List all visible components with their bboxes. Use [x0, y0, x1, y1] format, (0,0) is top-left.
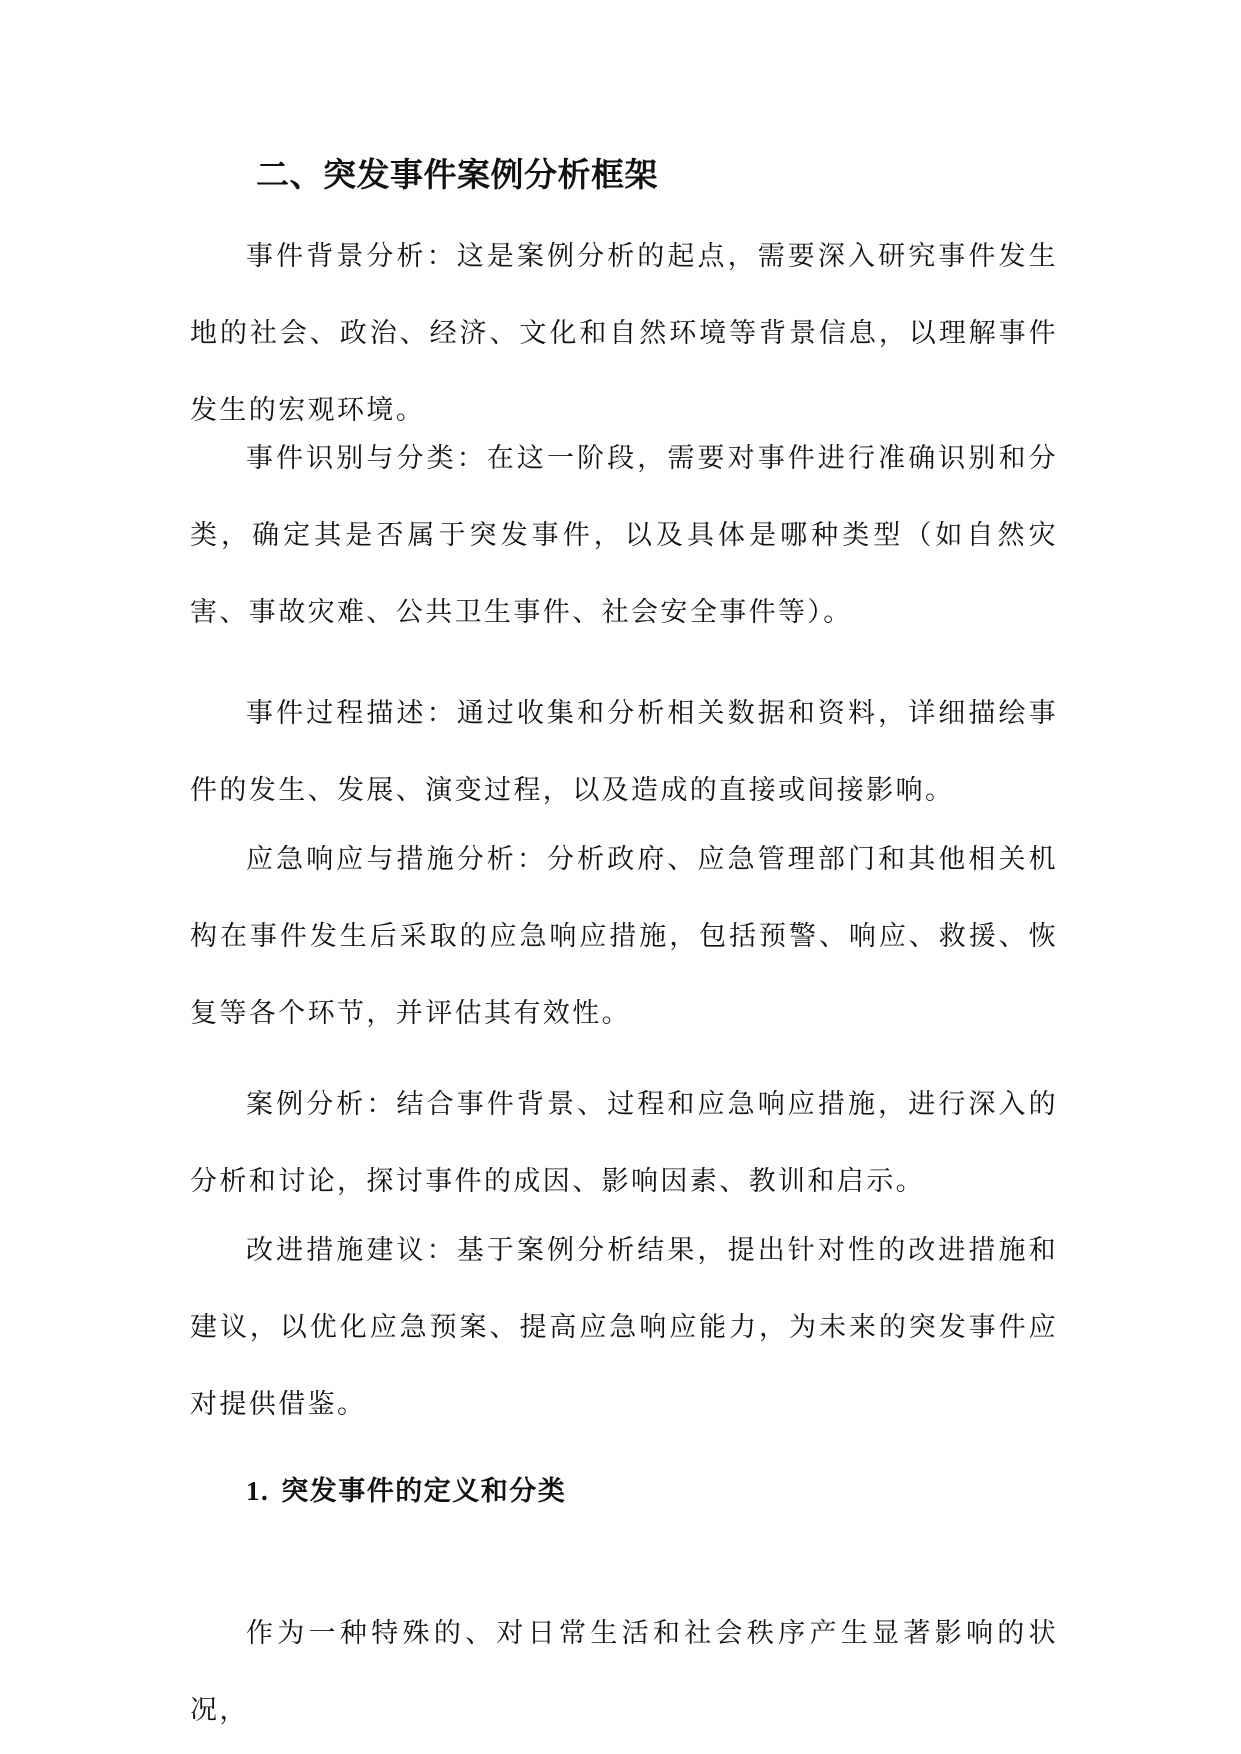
paragraph-event-process: 事件过程描述：通过收集和分析相关数据和资料，详细描绘事件的发生、发展、演变过程，以及造成的直接或间接影响。	[190, 698, 1058, 806]
subsection-heading	[246, 1464, 566, 1519]
subsection-title: 突发事件的定义和分类	[281, 1476, 567, 1507]
paragraph-improvement-suggestions: 改进措施建议：基于案例分析结果，提出针对性的改进措施和建议，以优化应急预案、提高应急响应能力，为未来的突发事件应对提供借鉴。	[190, 1235, 1058, 1420]
paragraph-event-background: 事件背景分析：这是案例分析的起点，需要深入研究事件发生地的社会、政治、经济、文化和自然环境等背景信息，以理解事件发生的宏观环境。	[190, 241, 1058, 426]
subsection-number: 1.	[246, 1476, 270, 1506]
paragraph-emergency-response: 应急响应与措施分析：分析政府、应急管理部门和其他相关机构在事件发生后采取的应急响应措施，包括预警、响应、救援、恢复等各个环节，并评估其有效性。	[190, 844, 1058, 1029]
section-title: 二、突发事件案例分析框架	[256, 155, 658, 194]
paragraph-case-analysis: 案例分析：结合事件背景、过程和应急响应措施，进行深入的分析和讨论，探讨事件的成因、影响因素、教训和启示。	[190, 1089, 1058, 1197]
paragraph-definition-intro: 作为一种特殊的、对日常生活和社会秩序产生显著影响的状况，	[190, 1618, 1058, 1726]
paragraph-event-identification: 事件识别与分类：在这一阶段，需要对事件进行准确识别和分类，确定其是否属于突发事件，以及具体是哪种类型（如自然灾害、事故灾难、公共卫生事件、社会安全事件等）。	[190, 443, 1058, 628]
